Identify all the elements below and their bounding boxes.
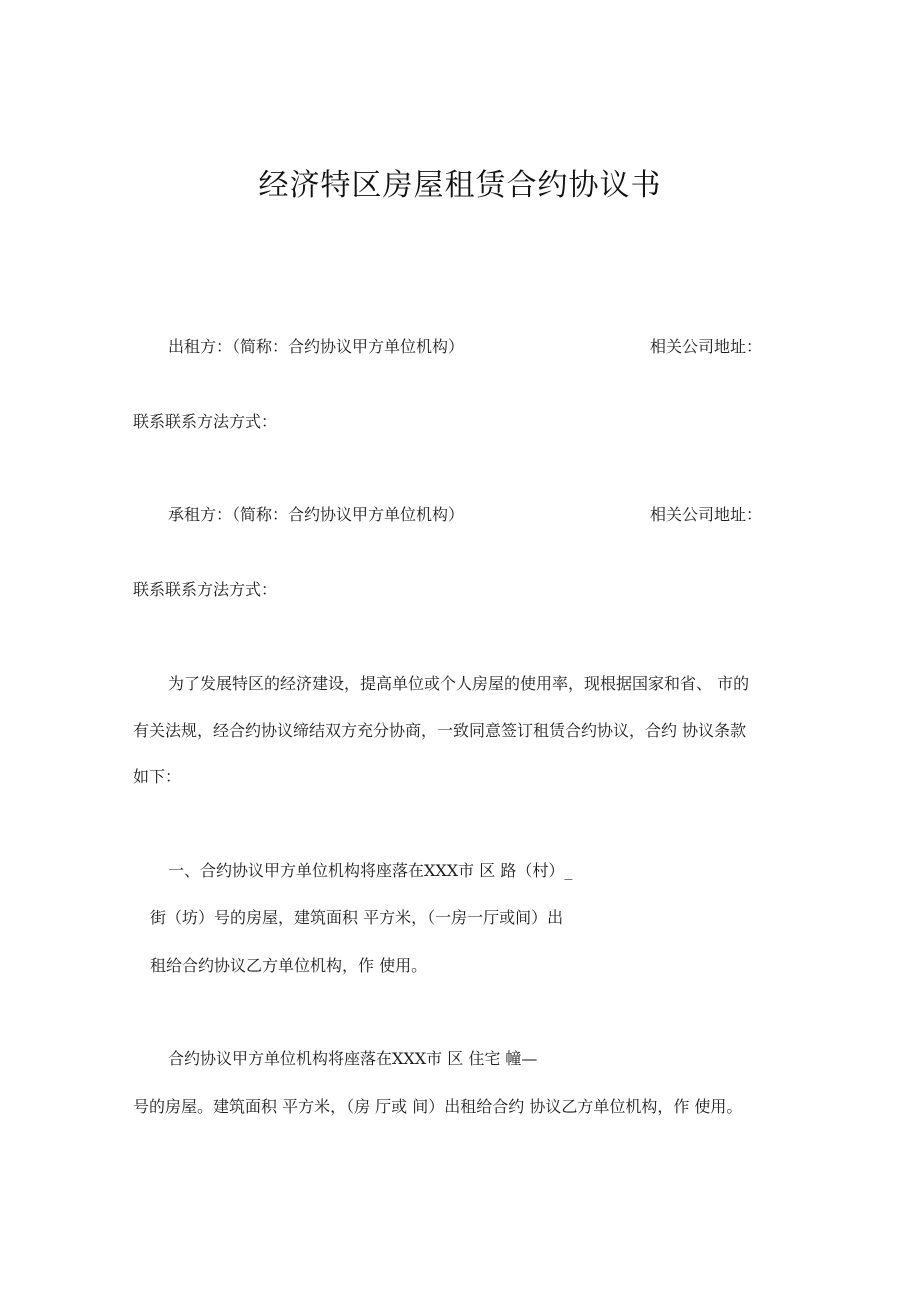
lessee-label: 承租方：（简称：合约协议甲方单位机构） <box>168 505 465 524</box>
clause-1b-line-1: 合约协议甲方单位机构将座落在XXX市 区 住宅 幢— <box>168 1049 538 1068</box>
document-title: 经济特区房屋租赁合约协议书 <box>258 168 662 203</box>
lessee-address-label: 相关公司地址： <box>650 505 763 524</box>
clause-1b-line-2: 号的房屋。建筑面积 平方米，（房 厅或 间）出租给合约 协议乙方单位机构，作 使用。 <box>133 1097 743 1116</box>
clause-1-line-1: 一、合约协议甲方单位机构将座落在XXX市 区 路（村）_ <box>168 861 573 880</box>
lessor-contact-label: 联系联系方法方式： <box>133 412 278 431</box>
preamble-line-3: 如下： <box>133 767 182 786</box>
preamble-line-2: 有关法规，经合约协议缔结双方充分协商，一致同意签订租赁合约协议，合约 协议条款 <box>133 721 747 740</box>
clause-1-line-3: 租给合约协议乙方单位机构，作 使用。 <box>150 956 428 975</box>
preamble-line-1: 为了发展特区的经济建设，提高单位或个人房屋的使用率，现根据国家和省、 市的 <box>168 674 750 693</box>
lessor-address-label: 相关公司地址： <box>650 337 763 356</box>
lessor-label: 出租方：（简称：合约协议甲方单位机构） <box>168 337 465 356</box>
clause-1-line-2: 街（坊）号的房屋，建筑面积 平方米，（一房一厅或间）出 <box>150 908 564 927</box>
lessee-contact-label: 联系联系方法方式： <box>133 580 278 599</box>
